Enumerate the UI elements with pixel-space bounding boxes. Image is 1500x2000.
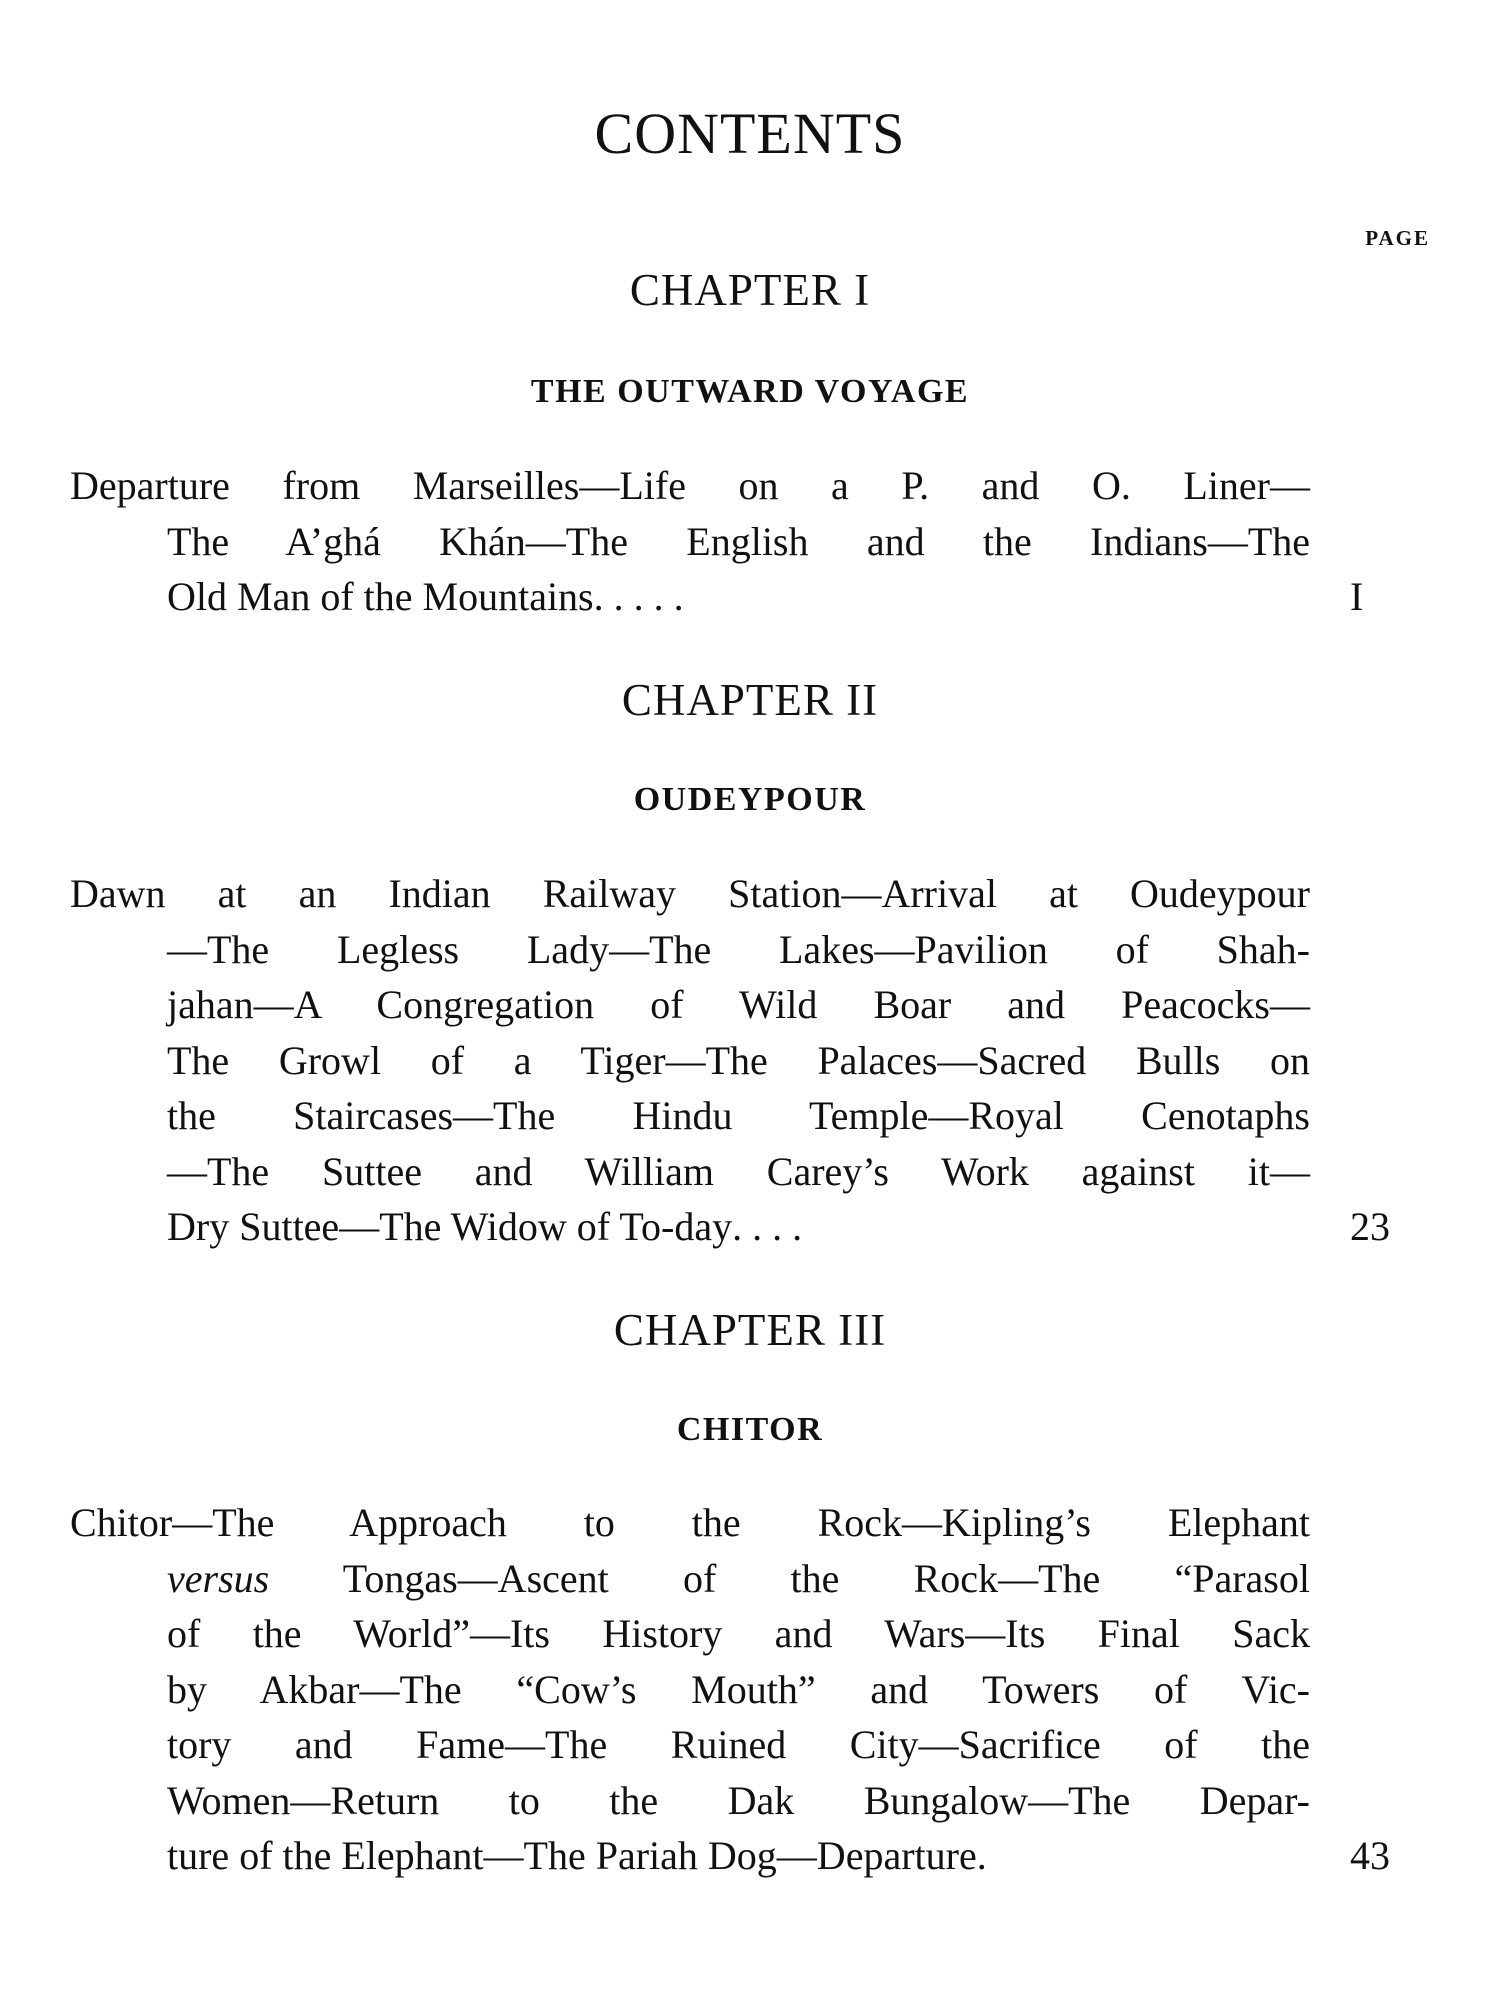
chapter-summary	[70, 1495, 1390, 1884]
dot-leader: . . . . .	[593, 574, 684, 619]
page-number: 43	[1350, 1833, 1390, 1878]
italic-word: versus	[167, 1555, 270, 1601]
summary-line-last	[70, 569, 1364, 625]
page-number: 23	[1350, 1204, 1390, 1249]
summary-line: Dawn at an Indian Railway Station—Arrival at Oudeypour	[70, 871, 1310, 916]
chapter-summary	[70, 866, 1390, 1255]
dot-leader: . . . .	[732, 1204, 803, 1249]
chapter-title: CHITOR	[676, 1411, 824, 1448]
page-title: CONTENTS	[594, 101, 906, 166]
dot-leader: .	[976, 1833, 987, 1878]
summary-line-text: ture of the Elephant—The Pariah Dog—Departure	[167, 1833, 977, 1878]
summary-line-text: Dry Suttee—The Widow of To-day	[167, 1204, 733, 1249]
chapter-title: OUDEYPOUR	[633, 781, 867, 818]
summary-line: The Growl of a Tiger—The Palaces—Sacred Bulls on	[167, 1037, 1310, 1083]
summary-line-text: Tongas—Ascent of the Rock—The “Parasol	[269, 1555, 1310, 1601]
summary-line-last	[70, 1199, 1390, 1255]
summary-line: Chitor—The Approach to the Rock—Kipling’s Elephant	[70, 1500, 1310, 1545]
summary-line: the Staircases—The Hindu Temple—Royal Cenotaphs	[167, 1093, 1310, 1138]
chapter-number: CHAPTER II	[621, 675, 879, 725]
chapter-summary	[70, 458, 1364, 625]
summary-line: tory and Fame—The Ruined City—Sacrifice of the	[167, 1722, 1310, 1767]
chapter-number: CHAPTER I	[629, 265, 871, 315]
summary-line-text: Old Man of the Mountains	[167, 574, 594, 619]
summary-line: jahan—A Congregation of Wild Boar and Peacocks—	[167, 982, 1310, 1027]
summary-line: —The Suttee and William Carey’s Work against it—	[167, 1148, 1310, 1194]
page-column-label: PAGE	[1365, 226, 1430, 250]
summary-line: The A’ghá Khán—The English and the Indians—The	[167, 518, 1310, 564]
page-number: I	[1350, 574, 1364, 619]
summary-line: —The Legless Lady—The Lakes—Pavilion of Shah-	[167, 926, 1310, 972]
chapter-number: CHAPTER III	[613, 1305, 887, 1355]
summary-line: Women—Return to the Dak Bungalow—The Depar-	[167, 1777, 1310, 1823]
chapter-title: THE OUTWARD VOYAGE	[530, 373, 970, 410]
summary-line: of the World”—Its History and Wars—Its Final Sack	[167, 1611, 1310, 1656]
summary-line	[70, 1551, 1310, 1607]
summary-line-last	[70, 1828, 1390, 1884]
summary-line: Departure from Marseilles—Life on a P. and O. Liner—	[70, 463, 1310, 508]
summary-line: by Akbar—The “Cow’s Mouth” and Towers of Vic-	[167, 1666, 1310, 1712]
